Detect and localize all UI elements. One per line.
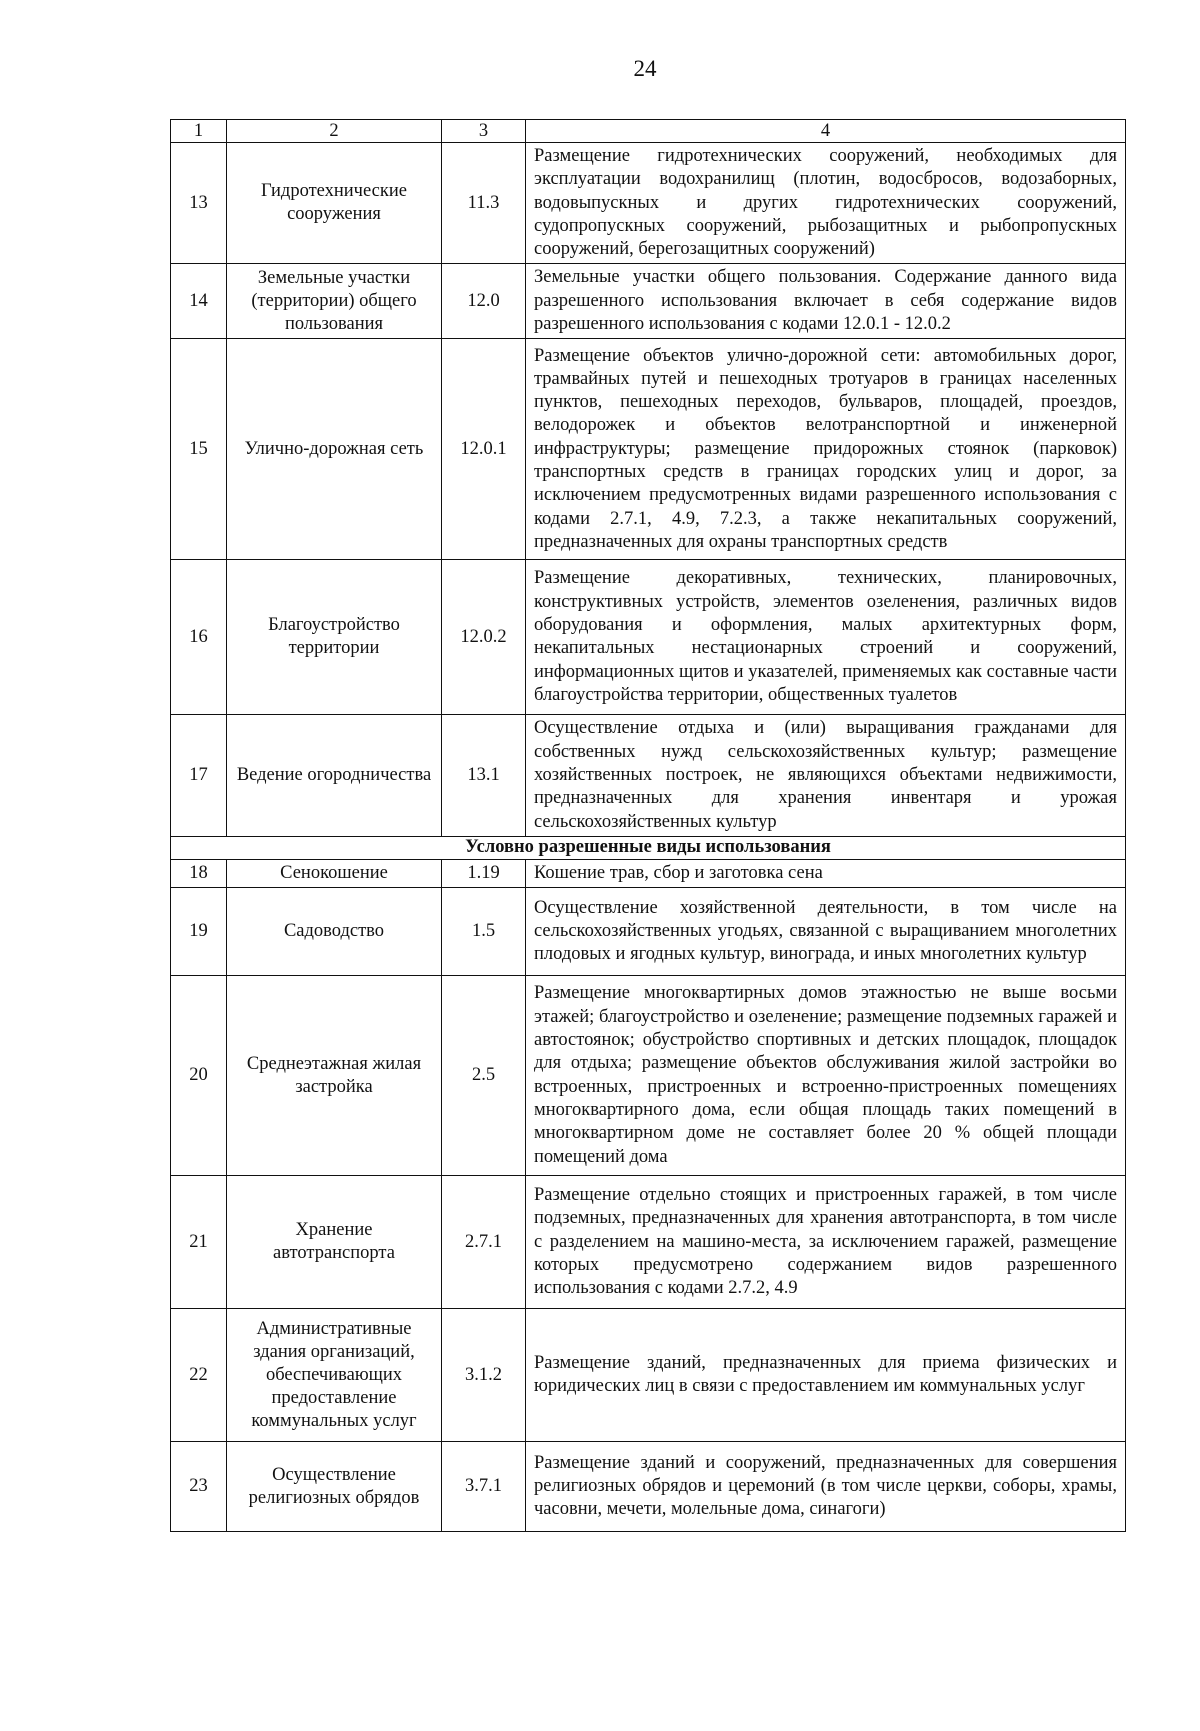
row-use-description: Осуществление хозяйственной деятельности, в том числе на сельскохозяйственных угодьях, связанной с выращиванием многолетних плодовых и ягодных культур, винограда, и иных многолетних культур [526, 888, 1126, 976]
table-row [171, 976, 1126, 1176]
row-use-code: 2.5 [442, 976, 526, 1176]
row-use-name: Улично-дорожная сеть [227, 339, 442, 560]
row-use-name: Административные здания организаций, обеспечивающих предоставление коммунальных услуг [227, 1309, 442, 1442]
row-use-code: 3.7.1 [442, 1442, 526, 1532]
row-use-code: 1.5 [442, 888, 526, 976]
row-number: 15 [171, 339, 227, 560]
row-number: 23 [171, 1442, 227, 1532]
page-number: 24 [633, 56, 657, 81]
row-use-name: Садоводство [227, 888, 442, 976]
row-use-code: 12.0.1 [442, 339, 526, 560]
row-use-description: Земельные участки общего пользования. Содержание данного вида разрешенного использования включает в себя содержание видов разрешенного использования с кодами 12.0.1 - 12.0.2 [526, 264, 1126, 339]
table-row [171, 264, 1126, 339]
header-cell-2: 2 [227, 120, 442, 143]
row-use-description: Размещение гидротехнических сооружений, необходимых для эксплуатации водохранилищ (плотин, водосбросов, водозаборных, водовыпускных и других гидротехнических сооружений, судопропускных сооружений, рыбозащитных и рыбопропускных сооружений, берегозащитных сооружений) [526, 143, 1126, 264]
row-use-description: Размещение многоквартирных домов этажностью не выше восьми этажей; благоустройство и озеленение; размещение подземных гаражей и автостоянок; обустройство спортивных и детских площадок, площадок для отдыха; размещение объектов обслуживания жилой застройки во встроенных, пристроенных и встроенно-пристроенных помещениях многоквартирного дома, если общая площадь таких помещений в многоквартирном доме не составляет более 20 % общей площади помещений дома [526, 976, 1126, 1176]
row-number: 21 [171, 1176, 227, 1309]
row-use-description: Кошение трав, сбор и заготовка сена [526, 859, 1126, 887]
row-number: 14 [171, 264, 227, 339]
table-row [171, 339, 1126, 560]
row-use-name: Хранение автотранспорта [227, 1176, 442, 1309]
row-use-code: 1.19 [442, 859, 526, 887]
row-use-name: Гидротехнические сооружения [227, 143, 442, 264]
row-use-name: Среднеэтажная жилая застройка [227, 976, 442, 1176]
table-header-row [171, 120, 1126, 143]
section-row [171, 836, 1126, 859]
row-use-description: Осуществление отдыха и (или) выращивания гражданами для собственных нужд сельскохозяйственных культур; размещение хозяйственных построек, не являющихся объектами недвижимости, предназначенных для хранения инвентаря и урожая сельскохозяйственных культур [526, 715, 1126, 836]
row-number: 20 [171, 976, 227, 1176]
row-use-code: 3.1.2 [442, 1309, 526, 1442]
row-number: 17 [171, 715, 227, 836]
row-use-name: Осуществление религиозных обрядов [227, 1442, 442, 1532]
row-use-name: Ведение огородничества [227, 715, 442, 836]
row-number: 18 [171, 859, 227, 887]
table-row [171, 888, 1126, 976]
land-use-table [170, 119, 1126, 1532]
table-row [171, 143, 1126, 264]
header-cell-1: 1 [171, 120, 227, 143]
section-title: Условно разрешенные виды использования [171, 836, 1126, 859]
row-use-description: Размещение зданий и сооружений, предназначенных для совершения религиозных обрядов и церемоний (в том числе церкви, соборы, храмы, часовни, мечети, молельные дома, синагоги) [526, 1442, 1126, 1532]
table-row [171, 560, 1126, 715]
row-use-code: 12.0 [442, 264, 526, 339]
row-use-name: Сенокошение [227, 859, 442, 887]
row-use-description: Размещение декоративных, технических, планировочных, конструктивных устройств, элементов озеленения, различных видов оборудования и оформления, малых архитектурных форм, некапитальных нестационарных строений и сооружений, информационных щитов и указателей, применяемых как составные части благоустройства территории, общественных туалетов [526, 560, 1126, 715]
table-row [171, 715, 1126, 836]
row-use-name: Земельные участки (территории) общего пользования [227, 264, 442, 339]
row-use-name: Благоустройство территории [227, 560, 442, 715]
row-use-code: 2.7.1 [442, 1176, 526, 1309]
header-cell-3: 3 [442, 120, 526, 143]
table-row [171, 1176, 1126, 1309]
row-use-description: Размещение зданий, предназначенных для приема физических и юридических лиц в связи с предоставлением им коммунальных услуг [526, 1309, 1126, 1442]
row-number: 16 [171, 560, 227, 715]
row-number: 19 [171, 888, 227, 976]
row-use-description: Размещение отдельно стоящих и пристроенных гаражей, в том числе подземных, предназначенных для хранения автотранспорта, в том числе с разделением на машино-места, за исключением гаражей, размещение которых предусмотрено содержанием видов разрешенного использования с кодами 2.7.2, 4.9 [526, 1176, 1126, 1309]
row-use-code: 13.1 [442, 715, 526, 836]
table-row [171, 1309, 1126, 1442]
table-row [171, 859, 1126, 887]
row-use-code: 11.3 [442, 143, 526, 264]
header-cell-4: 4 [526, 120, 1126, 143]
table-row [171, 1442, 1126, 1532]
row-use-code: 12.0.2 [442, 560, 526, 715]
row-use-description: Размещение объектов улично-дорожной сети: автомобильных дорог, трамвайных путей и пешеходных тротуаров в границах населенных пунктов, пешеходных переходов, бульваров, площадей, проездов, велодорожек и объектов велотранспортной и инженерной инфраструктуры; размещение придорожных стоянок (парковок) транспортных средств в границах городских улиц и дорог, за исключением предусмотренных видами разрешенного использования с кодами 2.7.1, 4.9, 7.2.3, а также некапитальных сооружений, предназначенных для охраны транспортных средств [526, 339, 1126, 560]
row-number: 22 [171, 1309, 227, 1442]
row-number: 13 [171, 143, 227, 264]
